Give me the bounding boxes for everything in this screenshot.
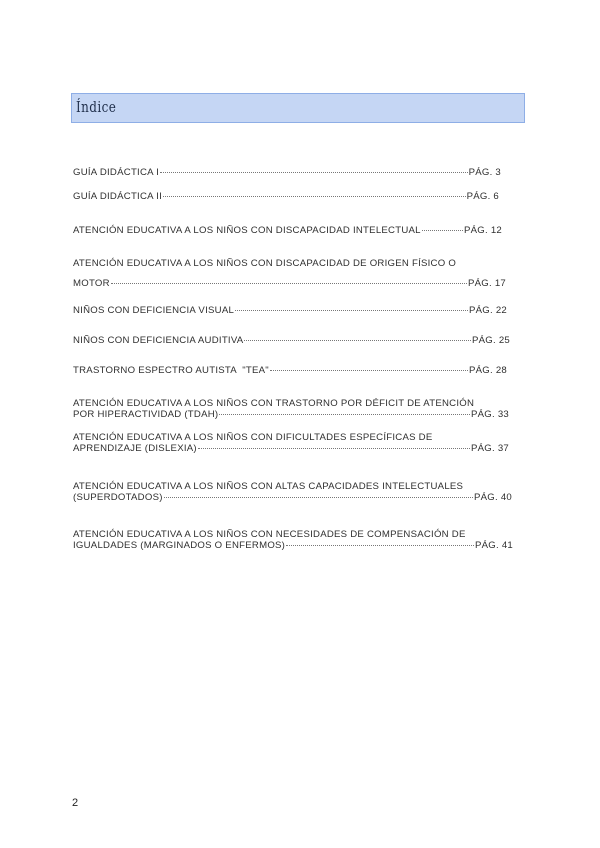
toc-entry-text: NIÑOS CON DEFICIENCIA AUDITIVA (73, 335, 244, 346)
toc-entry-page: PÁG. 33 (470, 409, 509, 420)
dot-leader (244, 340, 471, 341)
toc-entry-text: GUÍA DIDÁCTICA I (73, 167, 160, 178)
toc-entry-line (73, 167, 501, 178)
toc-entry-text: TRASTORNO ESPECTRO AUTISTA "TEA" (73, 365, 269, 376)
toc-entry-line (73, 191, 499, 202)
dot-leader (422, 230, 463, 231)
toc-entry-line (73, 540, 513, 551)
toc-entry-text: IGUALDADES (MARGINADOS O ENFERMOS) (73, 540, 286, 551)
dot-leader (235, 310, 468, 311)
toc-entry[interactable] (73, 365, 507, 376)
toc-entry-page: PÁG. 17 (467, 278, 506, 289)
toc-entry-line (73, 443, 509, 454)
dot-leader (111, 283, 467, 284)
dot-leader (163, 196, 466, 197)
toc-entry-line (73, 225, 502, 236)
toc-entry[interactable] (73, 191, 499, 202)
toc-entry-line (73, 409, 509, 420)
toc-entry-first-line: ATENCIÓN EDUCATIVA A LOS NIÑOS CON ALTAS CAPACIDADES INTELECTUALES (73, 481, 464, 492)
toc-entry-line (73, 492, 512, 503)
toc-entry-page: PÁG. 40 (473, 492, 512, 503)
toc-entry-line (73, 365, 507, 376)
toc-entry-text: POR HIPERACTIVIDAD (TDAH) (73, 409, 219, 420)
page-number: 2 (72, 797, 79, 809)
toc-entry-text: NIÑOS CON DEFICIENCIA VISUAL (73, 305, 235, 316)
toc-entry[interactable] (73, 529, 513, 551)
toc-entry-page: PÁG. 28 (468, 365, 507, 376)
toc-entry-line (73, 305, 507, 316)
toc-entry-page: PÁG. 22 (468, 305, 507, 316)
toc-entry-page: PÁG. 6 (466, 191, 499, 202)
toc-entry[interactable] (73, 335, 510, 346)
toc-entry-text: ATENCIÓN EDUCATIVA A LOS NIÑOS CON DISCAPACIDAD INTELECTUAL (73, 225, 421, 236)
toc-entry-first-line: ATENCIÓN EDUCATIVA A LOS NIÑOS CON DIFICULTADES ESPECÍFICAS DE (73, 432, 433, 443)
toc-entry-first-line: ATENCIÓN EDUCATIVA A LOS NIÑOS CON TRASTORNO POR DÉFICIT DE ATENCIÓN (73, 398, 475, 409)
toc-entry-page: PÁG. 12 (463, 225, 502, 236)
toc-entry-text: MOTOR (73, 278, 110, 289)
index-title-box (71, 93, 525, 123)
toc-entry-text: APRENDIZAJE (DISLEXIA) (73, 443, 197, 454)
toc-entry-line (73, 335, 510, 346)
toc-entry-page: PÁG. 37 (470, 443, 509, 454)
toc-entry[interactable] (73, 432, 509, 454)
toc-entry[interactable] (73, 258, 506, 289)
toc-entry[interactable] (73, 225, 502, 236)
index-title: Índice (76, 98, 117, 116)
toc-entry-text: GUÍA DIDÁCTICA II (73, 191, 163, 202)
toc-entry-first-line: ATENCIÓN EDUCATIVA A LOS NIÑOS CON NECESIDADES DE COMPENSACIÓN DE (73, 529, 466, 540)
dot-leader (160, 172, 467, 173)
toc-entry-page: PÁG. 25 (471, 335, 510, 346)
dot-leader (270, 370, 468, 371)
toc-entry[interactable] (73, 481, 512, 503)
toc-entry-page: PÁG. 41 (474, 540, 513, 551)
toc-entry-page: PÁG. 3 (468, 167, 501, 178)
dot-leader (164, 497, 473, 498)
toc-entry[interactable] (73, 398, 509, 420)
toc-entry[interactable] (73, 167, 501, 178)
toc-entry[interactable] (73, 305, 507, 316)
dot-leader (198, 448, 470, 449)
toc-entry-line (73, 278, 506, 289)
toc-entry-text: (SUPERDOTADOS) (73, 492, 163, 503)
dot-leader (286, 545, 474, 546)
toc-entry-first-line: ATENCIÓN EDUCATIVA A LOS NIÑOS CON DISCAPACIDAD DE ORIGEN FÍSICO O (73, 258, 457, 269)
dot-leader (219, 414, 470, 415)
